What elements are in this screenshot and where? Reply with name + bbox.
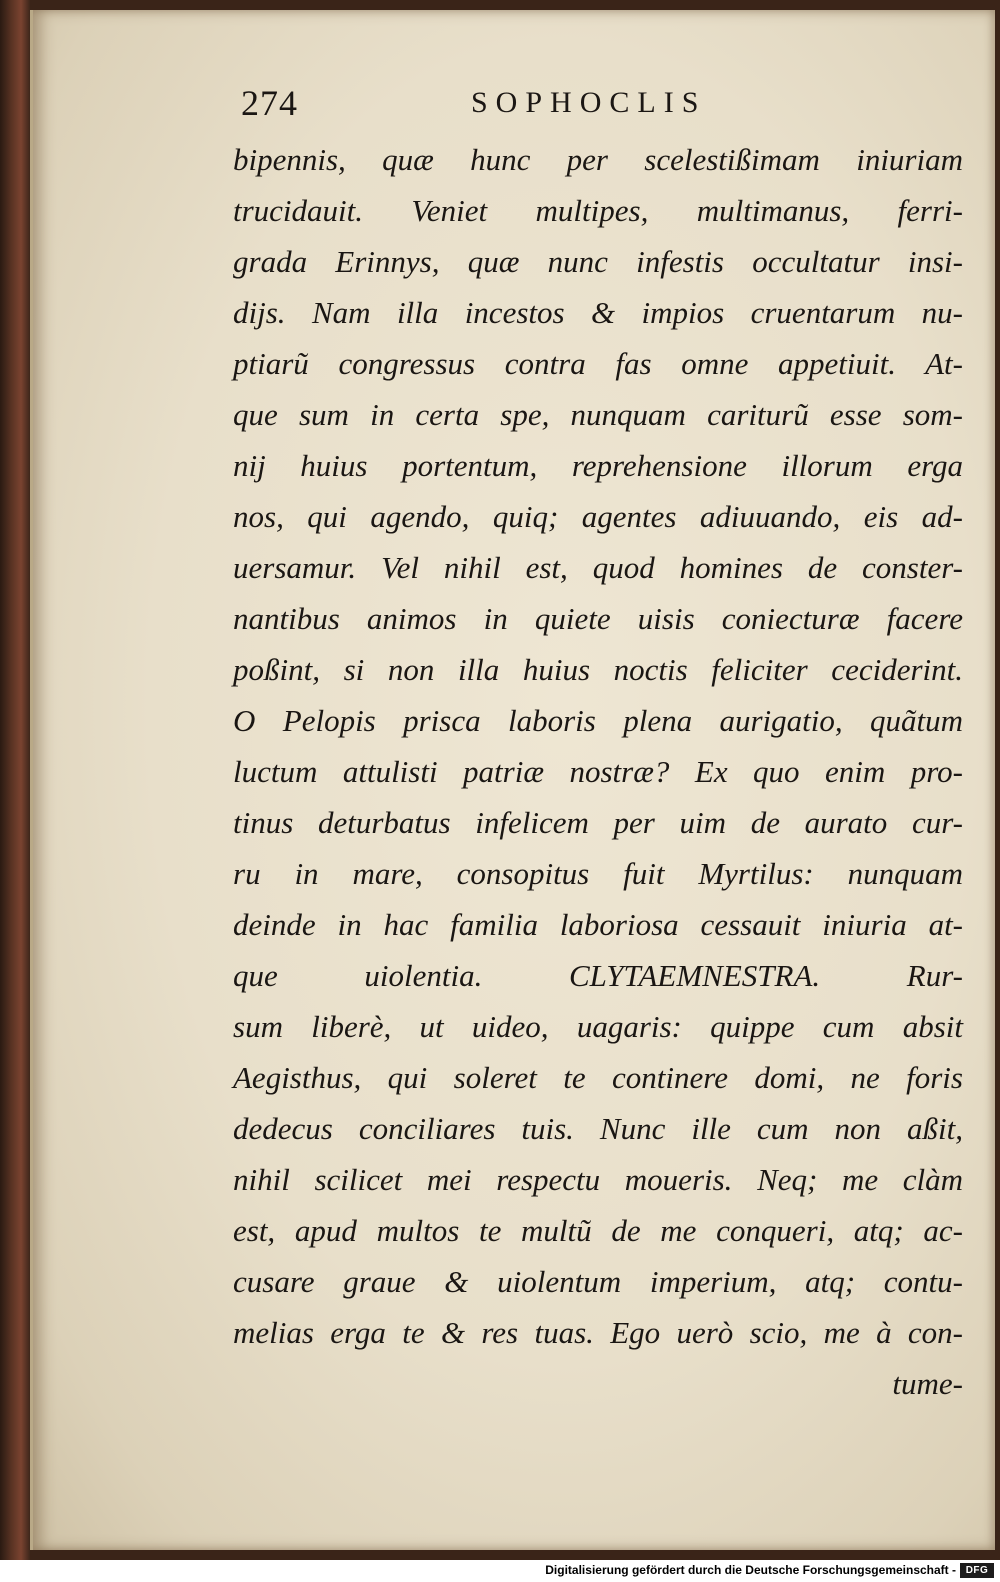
catchword: tume- [892, 1366, 963, 1401]
text-line: dedecus conciliares tuis. Nunc ille cum non aßit, [233, 1111, 963, 1146]
text-line: Aegisthus, qui soleret te continere domi, ne foris [233, 1060, 963, 1095]
text-line: cusare graue & uiolentum imperium, atq; contu- [233, 1264, 963, 1299]
text-line: nantibus animos in quiete uisis coniecturæ facere [233, 601, 963, 636]
text-line: que sum in certa spe, nunquam cariturũ esse som- [233, 397, 963, 432]
text-line: deinde in hac familia laboriosa cessauit iniuria at- [233, 907, 963, 942]
text-line: nij huius portentum, reprehensione illorum erga [233, 448, 963, 483]
text-line: nos, qui agendo, quiq; agentes adiuuando, eis ad- [233, 499, 963, 534]
funding-credit: Digitalisierung gefördert durch die Deutsche Forschungsgemeinschaft - [545, 1563, 956, 1577]
text-line: uersamur. Vel nihil est, quod homines de conster- [233, 550, 963, 585]
text-line: tinus deturbatus infelicem per uim de aurato cur- [233, 805, 963, 840]
text-line: que uiolentia. CLYTAEMNESTRA. Rur- [233, 958, 963, 993]
running-title: SOPHOCLIS [471, 86, 707, 119]
body-text [233, 134, 963, 1409]
text-line: sum liberè, ut uideo, uagaris: quippe cum absit [233, 1009, 963, 1044]
text-line: ptiarũ congressus contra fas omne appetiuit. At- [233, 346, 963, 381]
text-line: poßint, si non illa huius noctis feliciter ceciderint. [233, 652, 963, 687]
text-line: luctum attulisti patriæ nostræ? Ex quo enim pro- [233, 754, 963, 789]
running-head [241, 82, 781, 132]
text-line: trucidauit. Veniet multipes, multimanus, ferri- [233, 193, 963, 228]
text-line: nihil scilicet mei respectu moueris. Neq; me clàm [233, 1162, 963, 1197]
paper-page [30, 10, 995, 1550]
text-line: melias erga te & res tuas. Ego uerò scio, me à con- [233, 1315, 963, 1350]
text-line: est, apud multos te multũ de me conqueri, atq; ac- [233, 1213, 963, 1248]
text-line: ru in mare, consopitus fuit Myrtilus: nunquam [233, 856, 963, 891]
digitization-footer [0, 1560, 1000, 1582]
dfg-logo: DFG [960, 1563, 994, 1578]
text-line: O Pelopis prisca laboris plena aurigatio, quãtum [233, 703, 963, 738]
text-line: dijs. Nam illa incestos & impios cruentarum nu- [233, 295, 963, 330]
text-line: bipennis, quæ hunc per scelestißimam iniuriam [233, 142, 963, 177]
text-line: grada Erinnys, quæ nunc infestis occultatur insi- [233, 244, 963, 279]
book-binding-edge [0, 0, 30, 1560]
page-number: 274 [241, 83, 298, 123]
